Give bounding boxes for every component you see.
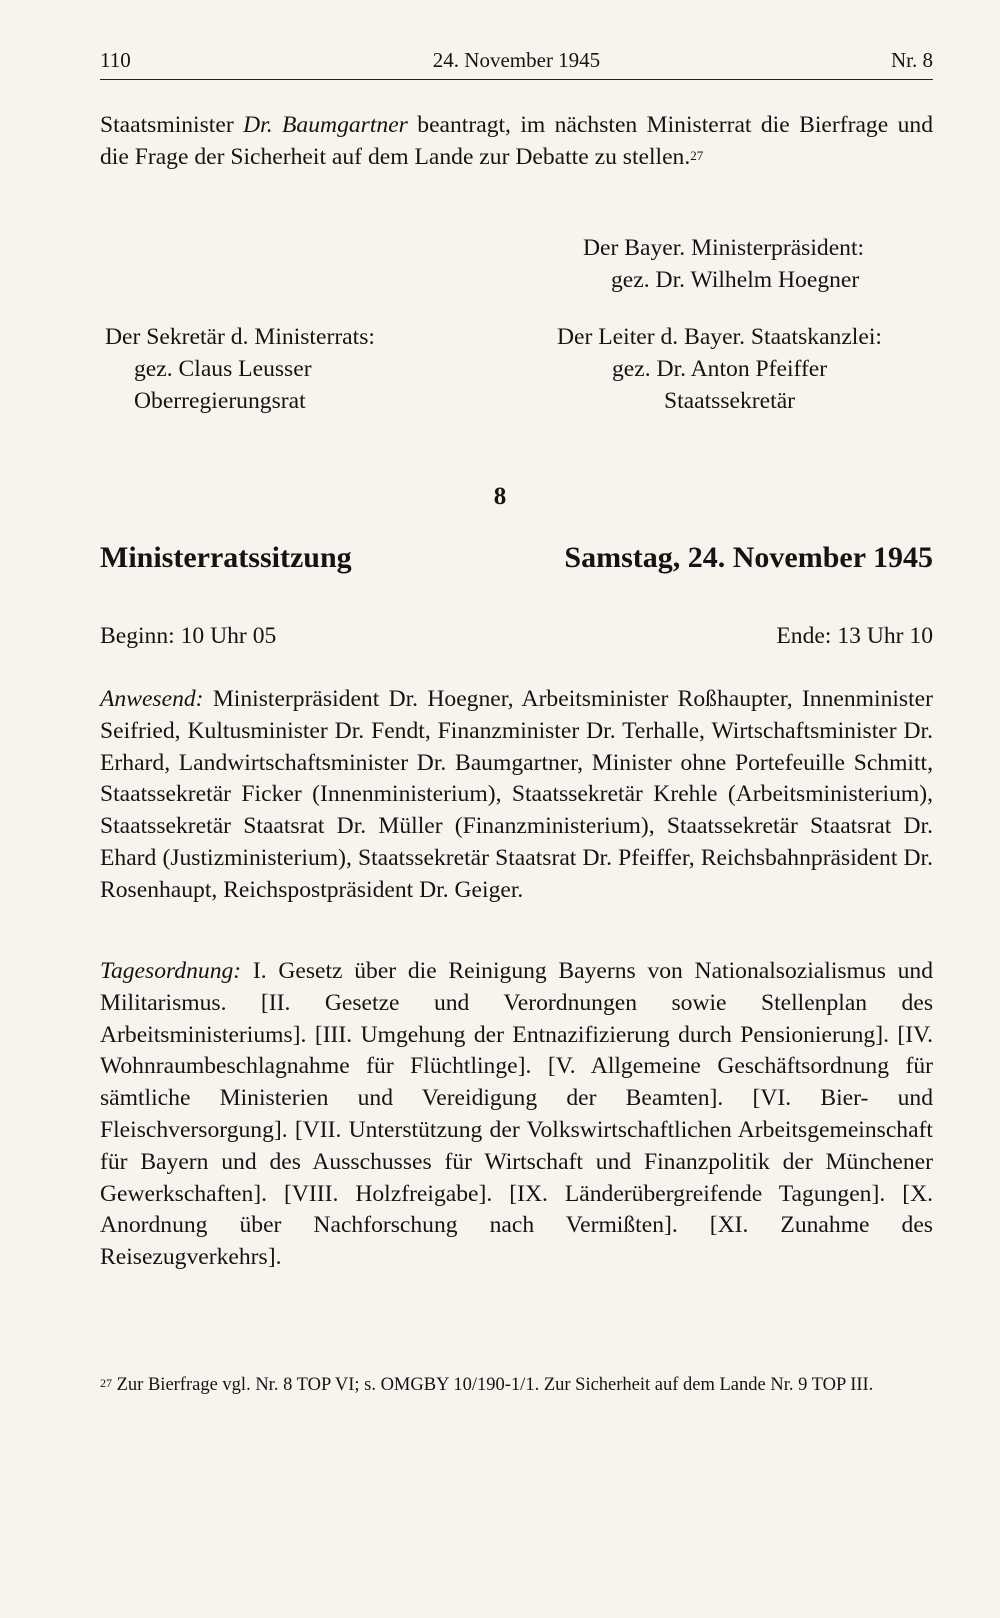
session-end: Ende: 13 Uhr 10 bbox=[776, 623, 933, 649]
president-signature bbox=[583, 233, 883, 297]
secretary-signature bbox=[105, 322, 425, 417]
page-number: 110 bbox=[100, 48, 131, 72]
president-name: gez. Dr. Wilhelm Hoegner bbox=[611, 266, 860, 293]
attendance-label: Anwesend: bbox=[100, 686, 204, 712]
agenda-label: Tagesordnung: bbox=[100, 958, 242, 984]
intro-text-start: Staatsminister bbox=[100, 112, 244, 138]
document-number: Nr. 8 bbox=[891, 48, 933, 72]
attendance-text: Ministerpräsident Dr. Hoegner, Arbeitsminister Roßhaupter, Innenminister Seifried, Kultusminister Dr. Fendt, Finanzminister Dr. Terhalle, Wirtschaftsminister Dr. Erhard, Landwirtschaftsminister Dr. Baumgartner, Minister ohne Portefeuille Schmitt, Staatssekretär Ficker (Innenministerium), Staatssekretär Krehle (Arbeitsministerium), Staatssekretär Staatsrat Dr. Müller (Finanzministerium), Staatssekretär Staatsrat Dr. Ehard (Justizministerium), Staatssekretär Staatsrat Dr. Pfeiffer, Reichsbahnpräsident Dr. Rosenhaupt, Reichspostpräsident Dr. Geiger. bbox=[100, 686, 933, 903]
chancellery-name: gez. Dr. Anton Pfeiffer bbox=[612, 355, 828, 382]
intro-text-end: beantragt, im nächsten Ministerrat die Bierfrage und die Frage der Sicherheit auf dem Lande zur Debatte zu stellen. bbox=[100, 112, 933, 170]
chancellery-rank: Staatssekretär bbox=[664, 387, 796, 414]
agenda-text: I. Gesetz über die Reinigung Bayerns von Nationalsozialismus und Militarismus. [II. Gesetze und Verordnungen sowie Stellenplan des Arbeitsministeriums]. [III. Umgehung der Entnazifizierung durch Pensionierung]. [IV. Wohnraumbeschlagnahme für Flüchtlinge]. [V. Allgemeine Geschäftsordnung für sämtliche Ministerien und Vereidigung der Beamten]. [VI. Bier- und Fleischversorgung]. [VII. Unterstützung der Volkswirtschaftlichen Arbeitsgemeinschaft für Bayern und des Ausschusses für Wirtschaft und Finanzpolitik der Münchener Gewerkschaften]. [VIII. Holzfreigabe]. [IX. Länderübergreifende Tagungen]. [X. Anordnung über Nachforschung nach Vermißten]. [XI. Zunahme des Reisezugverkehrs]. bbox=[100, 958, 933, 1271]
intro-italic-name: Dr. Baumgartner bbox=[243, 112, 408, 138]
footnote-number: 27 bbox=[100, 1376, 112, 1390]
secretary-rank: Oberregierungsrat bbox=[134, 387, 306, 414]
session-heading bbox=[100, 540, 933, 576]
header-rule bbox=[100, 79, 933, 80]
session-title: Ministerratssitzung bbox=[100, 541, 352, 574]
secretary-name: gez. Claus Leusser bbox=[134, 355, 312, 382]
president-title: Der Bayer. Ministerpräsident: bbox=[583, 235, 865, 261]
session-date: Samstag, 24. November 1945 bbox=[564, 541, 933, 574]
footnote bbox=[100, 1373, 933, 1398]
secretary-title: Der Sekretär d. Ministerrats: bbox=[105, 324, 375, 350]
intro-paragraph bbox=[100, 110, 933, 174]
chancellery-title: Der Leiter d. Bayer. Staatskanzlei: bbox=[557, 324, 882, 350]
session-times bbox=[100, 621, 933, 651]
attendance-paragraph bbox=[100, 684, 933, 907]
header-date: 24. November 1945 bbox=[432, 48, 601, 72]
footnote-text: Zur Bierfrage vgl. Nr. 8 TOP VI; s. OMGBY 10/190-1/1. Zur Sicherheit auf dem Lande Nr. 9 TOP III. bbox=[112, 1375, 874, 1395]
agenda-paragraph bbox=[100, 956, 933, 1274]
chancellery-signature bbox=[557, 322, 937, 417]
footnote-ref: 27 bbox=[690, 147, 704, 163]
session-begin: Beginn: 10 Uhr 05 bbox=[100, 623, 277, 649]
session-number: 8 bbox=[493, 483, 507, 510]
